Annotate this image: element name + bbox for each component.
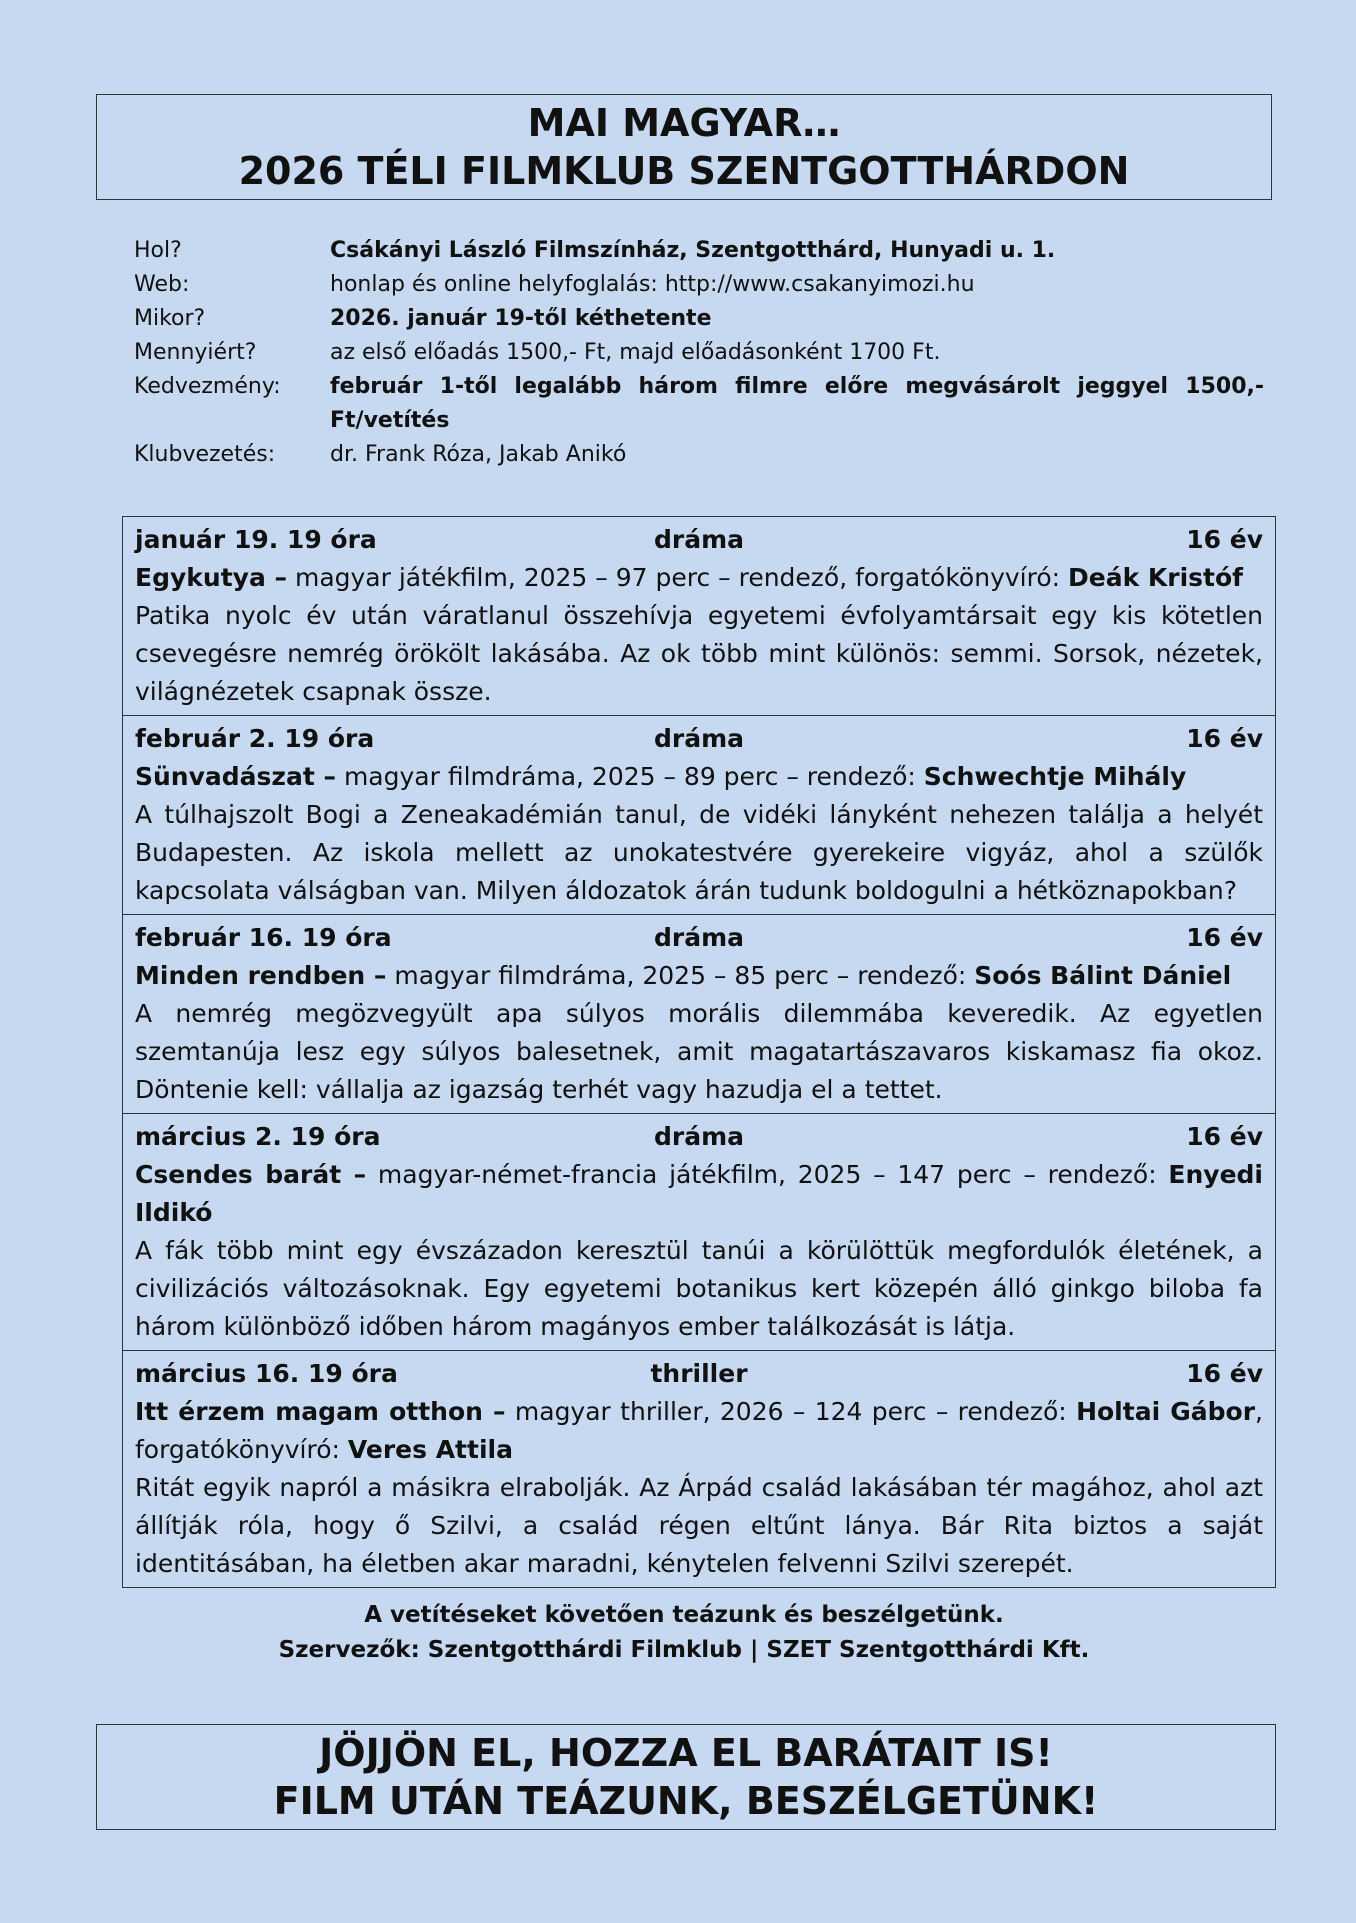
title-line-1: MAI MAGYAR… [527,101,841,145]
info-label: Klubvezetés: [134,442,276,467]
film-date: február 16. 19 óra [135,923,392,952]
film-title: Egykutya – [135,563,288,592]
film-director: Holtai Gábor [1076,1397,1256,1426]
film-credit [135,1156,1263,1232]
film-entry [123,914,1275,1113]
film-genre: thriller [650,1359,748,1388]
info-row-when [134,302,1264,336]
film-credit [135,957,1263,995]
info-value: 2026. január 19-től kéthetente [330,306,712,331]
film-description: Patika nyolc év után váratlanul összehívja egyetemi évfolyamtársait egy kis kötetlen csevegésre nemrég örökölt lakásába. Az ok több mint különös: semmi. Sorsok, nézetek, világnézetek csapnak össze. [135,601,1263,706]
film-entry [123,1350,1275,1587]
film-date: március 2. 19 óra [135,1122,381,1151]
film-description: A túlhajszolt Bogi a Zeneakadémián tanul, de vidéki lányként nehezen találja a helyét Budapesten. Az iskola mellett az unokatestvére gyerekeire vigyáz, ahol a szülők kapcsolata válságban van. Milyen áldozatok árán tudunk boldogulni a hétköznapokban? [135,800,1263,905]
footer-line-2: Szervezők: Szentgotthárdi Filmklub | SZET Szentgotthárdi Kft. [278,1637,1090,1663]
film-header [135,1355,1263,1393]
closing-box [96,1724,1276,1830]
film-title: Minden rendben – [135,961,387,990]
info-section [134,234,1264,472]
title-box [96,94,1272,200]
film-age-rating: 16 év [1186,1359,1263,1388]
title-line-2: 2026 TÉLI FILMKLUB SZENTGOTTHÁRDON [238,149,1130,193]
film-date: január 19. 19 óra [135,525,377,554]
film-header [135,1118,1263,1156]
info-label: Mennyiért? [134,340,257,365]
film-age-rating: 16 év [1186,724,1263,753]
footer-line-1: A vetítéseket követően teázunk és beszélgetünk. [364,1602,1004,1628]
film-description: A nemrég megözvegyült apa súlyos morális dilemmába keveredik. Az egyetlen szemtanúja lesz egy súlyos balesetnek, amit magatartászavaros kiskamasz fia okoz. Döntenie kell: vállalja az igazság terhét vagy hazudja el a tettet. [135,999,1263,1104]
info-value: dr. Frank Róza, Jakab Anikó [330,442,627,467]
film-age-rating: 16 év [1186,923,1263,952]
film-title: Itt érzem magam otthon – [135,1397,506,1426]
film-director: Enyedi Ildikó [135,1160,1263,1227]
film-title: Csendes barát – [135,1160,367,1189]
info-row-web [134,268,1264,302]
film-schedule [122,516,1276,1588]
film-director: Schwechtje Mihály [923,762,1187,791]
film-age-rating: 16 év [1186,525,1263,554]
info-label: Kedvezmény: [134,374,281,399]
film-details: magyar játékfilm, 2025 – 97 perc – rendező, forgatókönyvíró: [287,563,1068,592]
film-director: Soós Bálint Dániel [974,961,1232,990]
film-credit [135,1393,1263,1469]
info-row-discount [134,370,1264,438]
film-header [135,720,1263,758]
film-entry [123,517,1275,715]
info-row-price [134,336,1264,370]
film-genre: dráma [653,525,744,554]
info-row-where [134,234,1264,268]
footer-notes [96,1598,1272,1668]
film-date: február 2. 19 óra [135,724,375,753]
film-age-rating: 16 év [1186,1122,1263,1151]
film-title: Sünvadászat – [135,762,336,791]
info-label: Mikor? [134,306,206,331]
film-genre: dráma [653,923,744,952]
film-entry [123,1113,1275,1350]
film-details: magyar filmdráma, 2025 – 89 perc – rendező: [336,762,924,791]
film-director: Deák Kristóf [1068,563,1244,592]
info-value: február 1-től legalább három filmre előre megvásárolt jeggyel 1500,- Ft/vetítés [330,374,1264,433]
film-credit [135,758,1263,796]
info-value-web[interactable]: honlap és online helyfoglalás: http://www.csakanyimozi.hu [330,272,975,297]
info-label: Web: [134,272,190,297]
info-label: Hol? [134,238,182,263]
info-row-leaders [134,438,1264,472]
film-genre: dráma [653,724,744,753]
film-date: március 16. 19 óra [135,1359,398,1388]
film-header [135,521,1263,559]
closing-line-1: JÖJJÖN EL, HOZZA EL BARÁTAIT IS! [319,1731,1053,1775]
film-writer: Veres Attila [347,1435,513,1464]
film-details: magyar thriller, 2026 – 124 perc – rendező: [505,1397,1077,1426]
film-header [135,919,1263,957]
info-value: az első előadás 1500,- Ft, majd előadásonként 1700 Ft. [330,340,941,365]
film-genre: dráma [653,1122,744,1151]
closing-line-2: FILM UTÁN TEÁZUNK, BESZÉLGETÜNK! [273,1779,1099,1823]
film-details: magyar filmdráma, 2025 – 85 perc – rendező: [386,961,975,990]
film-description: A fák több mint egy évszázadon keresztül tanúi a körülöttük megfordulók életének, a civilizációs változásoknak. Egy egyetemi botanikus kert közepén álló ginkgo biloba fa három különböző időben három magányos ember találkozását is látja. [135,1236,1263,1341]
info-value: Csákányi László Filmszínház, Szentgotthárd, Hunyadi u. 1. [330,238,1056,263]
film-extra: , forgatókönyvíró: [135,1397,1263,1464]
film-description: Ritát egyik napról a másikra elrabolják. Az Árpád család lakásában tér magához, ahol azt állítják róla, hogy ő Szilvi, a család régen eltűnt lánya. Bár Rita biztos a saját identitásában, ha életben akar maradni, kénytelen felvenni Szilvi szerepét. [135,1473,1263,1578]
film-credit [135,559,1263,597]
film-entry [123,715,1275,914]
film-details: magyar-német-francia játékfilm, 2025 – 147 perc – rendező: [366,1160,1169,1189]
